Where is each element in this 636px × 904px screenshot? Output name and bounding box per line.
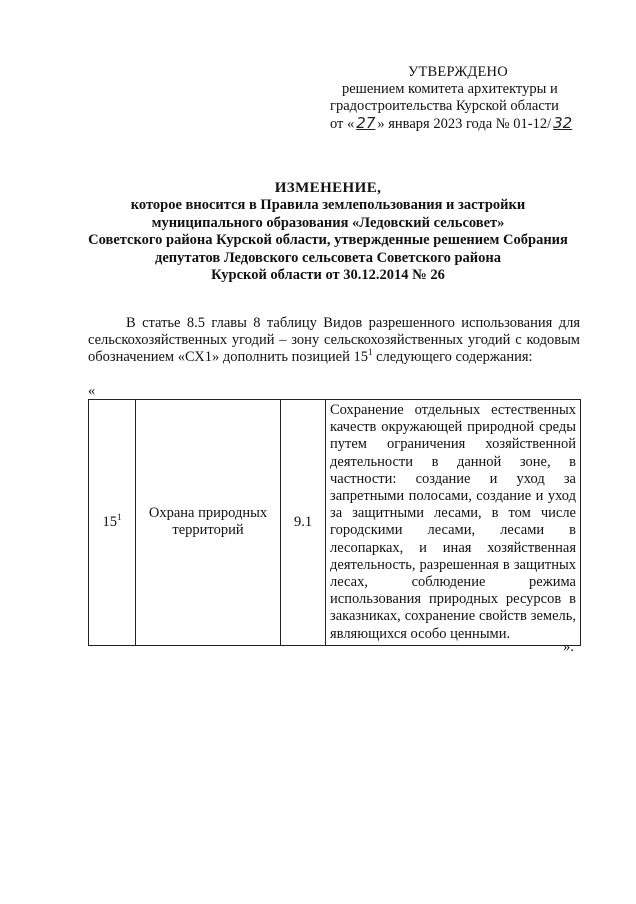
- cell-use-code: 9.1: [281, 400, 326, 646]
- opening-quote: «: [88, 383, 96, 399]
- approval-date-prefix: от «: [330, 116, 355, 132]
- paragraph-text-2: следующего содержания:: [372, 349, 533, 365]
- approval-date: [330, 115, 580, 133]
- position-number-superscript: 1: [117, 511, 122, 522]
- heading-line-5: Курской области от 30.12.2014 № 26: [211, 267, 445, 284]
- heading-title: ИЗМЕНЕНИЕ,: [274, 180, 382, 196]
- approval-title: УТВЕРЖДЕНО: [408, 64, 508, 80]
- paragraph-superscript: 1: [367, 347, 373, 357]
- document-heading: [60, 180, 596, 284]
- heading-line-3: Советского района Курской области, утвержденные решением Собрания: [88, 232, 568, 249]
- handwritten-day: 27: [356, 114, 376, 132]
- approval-line-2: градостроительства Курской области: [330, 98, 559, 114]
- heading-line-2: муниципального образования «Ледовский сельсовет»: [151, 214, 505, 231]
- approval-stamp: [330, 64, 580, 133]
- position-number: 15: [102, 513, 117, 530]
- handwritten-number: 32: [553, 114, 573, 132]
- heading-line-1: которое вносится в Правила землепользования и застройки: [130, 197, 526, 214]
- table-row: [89, 400, 581, 646]
- cell-use-description: Сохранение отдельных естественных качеств окружающей природной среды путем ограничения хозяйственной деятельности в данной зоне, в частности: создание и уход за запретными полосами, создание и уход за защитными лесами, в том числе городскими лесами, лесами в лесопарках, и иная хозяйственная деятельность, разрешенная в защитных лесах, соблюдение режима использования природных ресурсов в заказниках, сохранение свойств земель, являющихся особо ценными.: [326, 400, 581, 646]
- heading-line-4: депутатов Ледовского сельсовета Советского района: [155, 249, 501, 266]
- cell-position-number: [89, 400, 136, 646]
- closing-quote: ».: [563, 639, 574, 655]
- body-paragraph: [88, 315, 580, 366]
- approval-date-middle: » января 2023 года № 01-12/: [377, 116, 552, 132]
- approval-line-1: решением комитета архитектуры и: [342, 81, 558, 97]
- permitted-use-table: [88, 399, 581, 646]
- paragraph-text-1: В статье 8.5 главы 8 таблицу Видов разрешенного использования для сельскохозяйственных угодий – зону сельскохозяйственных угодий с кодовым обозначением «СХ1» дополнить позицией 15: [88, 315, 580, 365]
- cell-use-name: Охрана природных территорий: [136, 400, 281, 646]
